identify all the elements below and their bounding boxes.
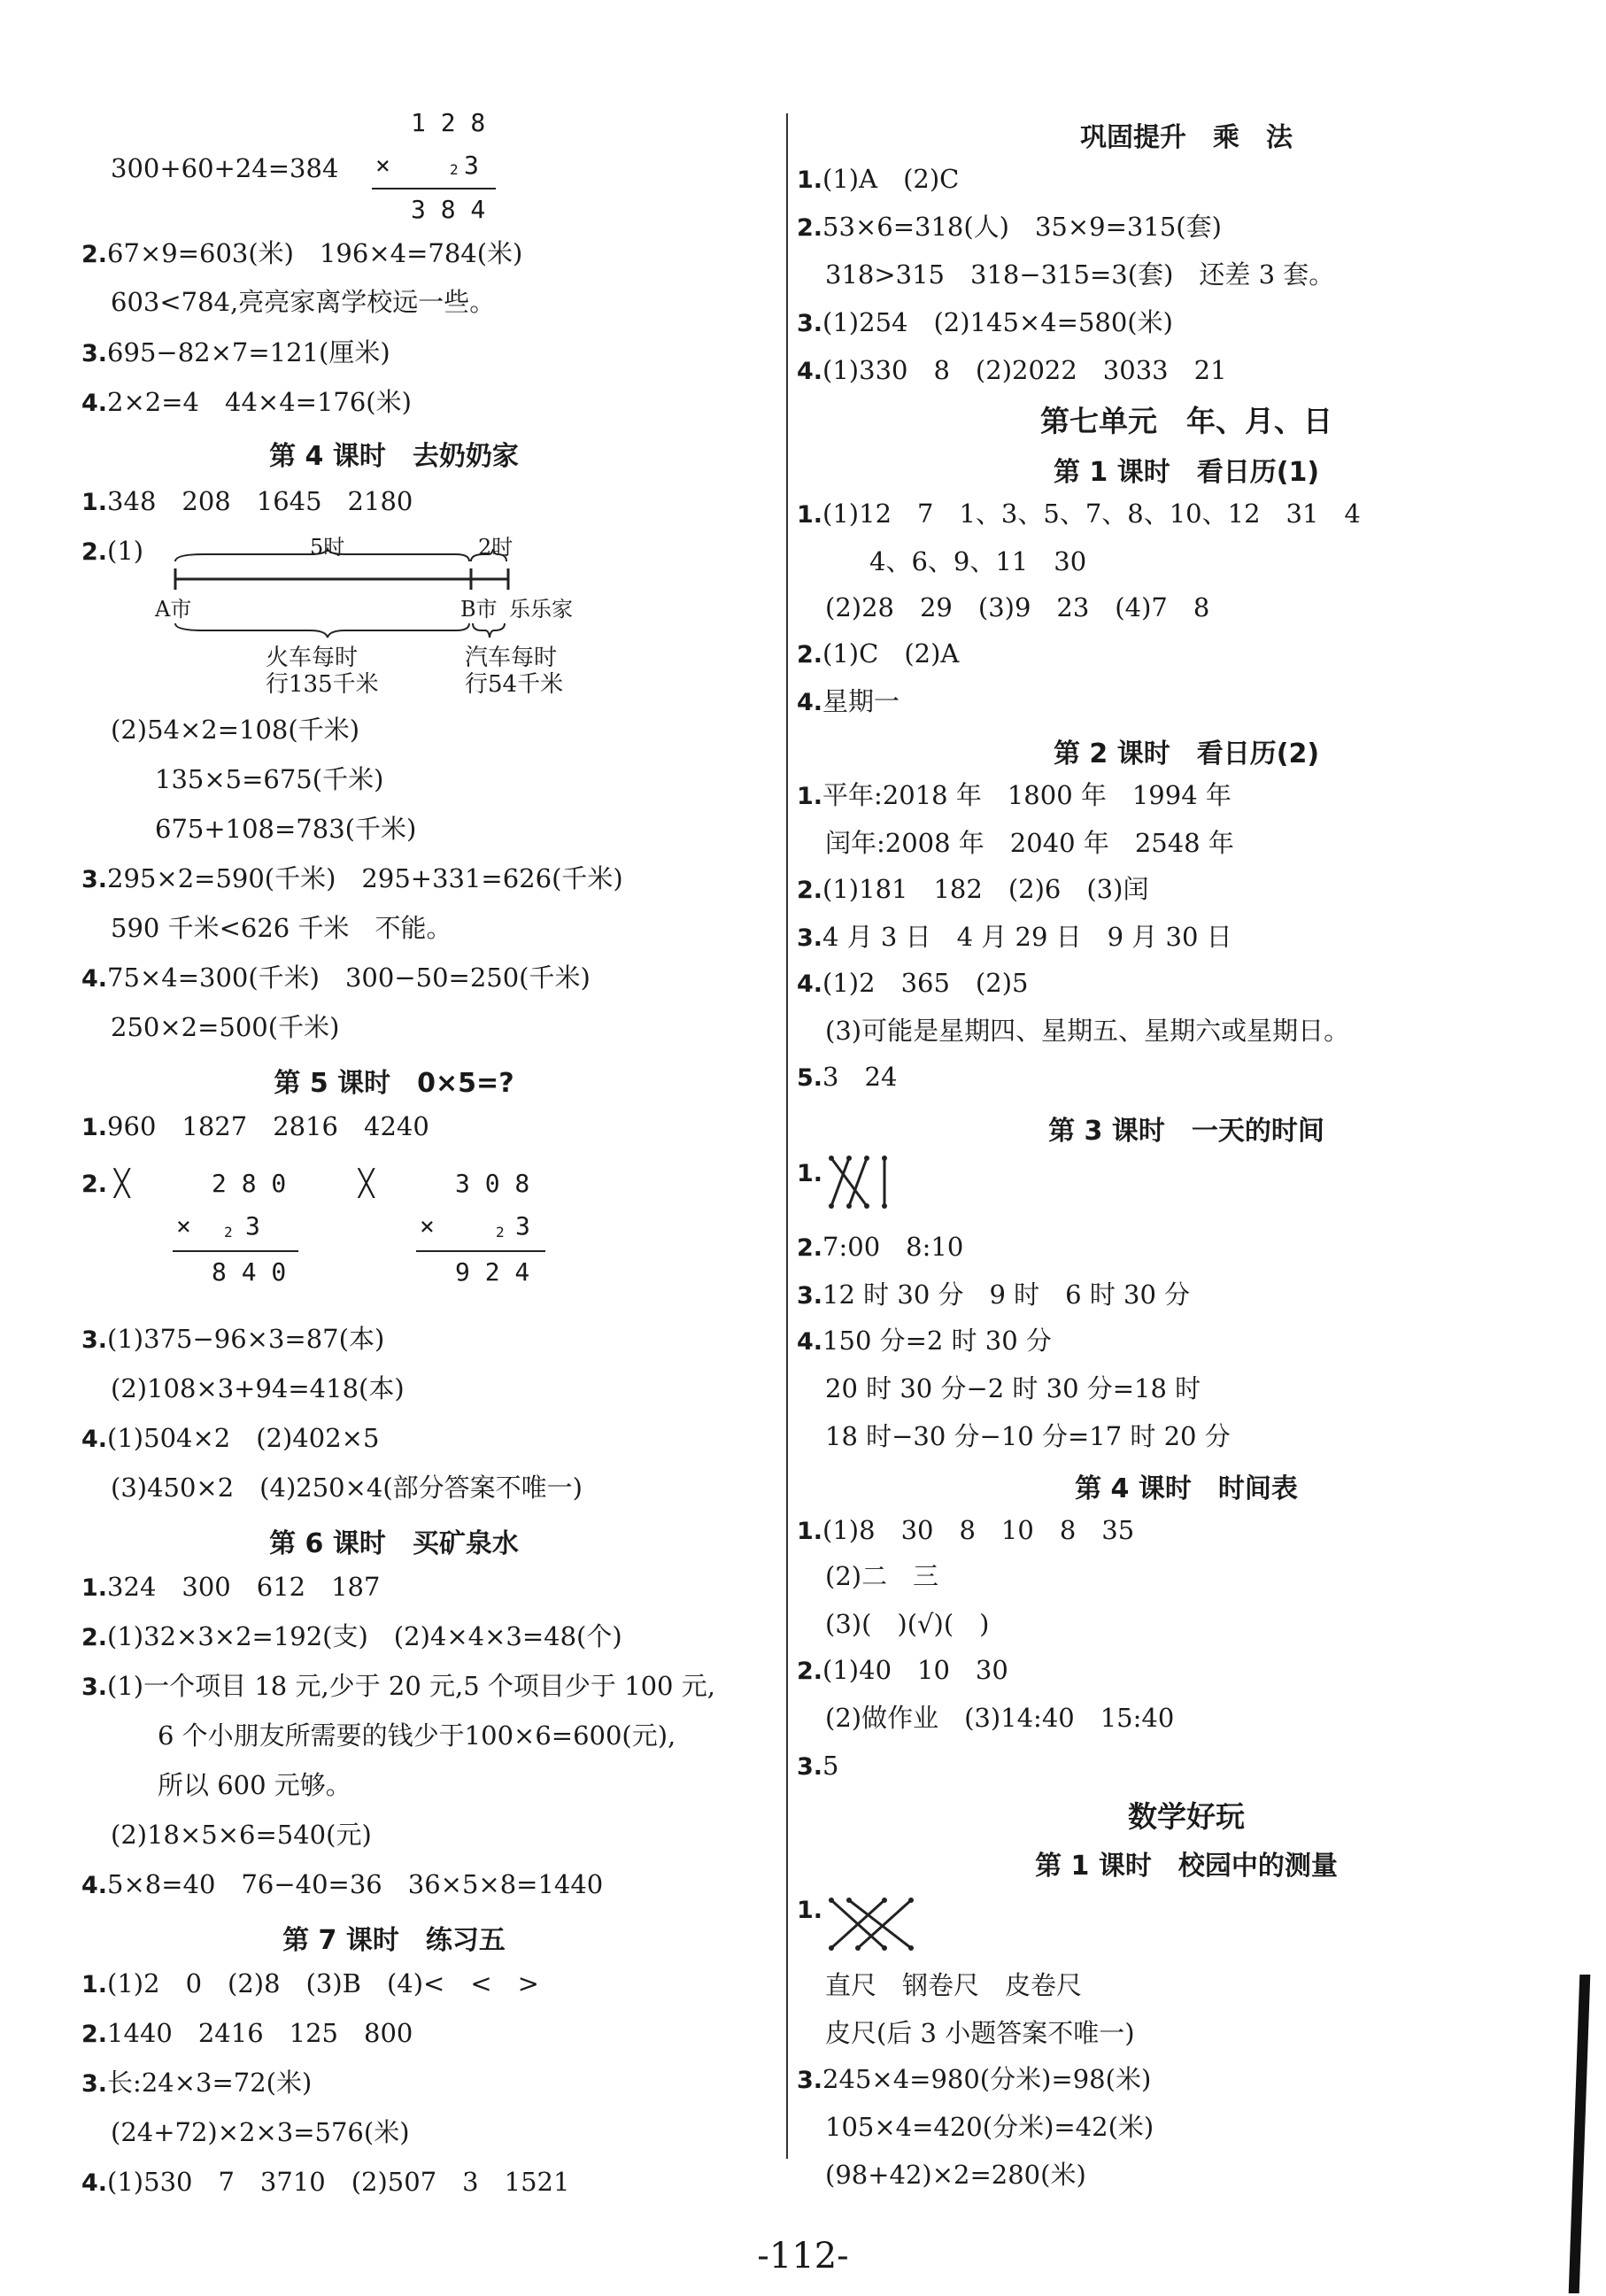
unit-title: 数学好玩	[1128, 1799, 1245, 1834]
q-num: 1.	[81, 1574, 108, 1602]
lesson-title: 第 1 课时 校园中的测量	[1035, 1851, 1338, 1882]
q-num: 2.	[797, 877, 823, 904]
diagram-label-2h: 2时	[478, 535, 513, 560]
vcalc-carry: 2	[496, 1224, 505, 1241]
answer-line	[81, 535, 143, 568]
lesson-title: 第 2 课时 看日历(2)	[1053, 738, 1320, 769]
q-num: 1.	[81, 489, 108, 516]
answer-line	[81, 2166, 569, 2199]
answer-line	[81, 386, 412, 420]
lesson-title: 第 4 课时 去奶奶家	[269, 441, 519, 472]
answer-line	[797, 211, 1222, 244]
answer-line	[797, 1514, 1134, 1548]
vcalc-result: 3 8 4	[411, 195, 486, 224]
lesson-title: 第 5 课时 0×5=?	[274, 1068, 514, 1099]
answer-line: 318>315 318−315=3(套) 还差 3 套。	[825, 259, 1335, 290]
answer-line	[81, 1323, 384, 1357]
cross-mark-2: ╳	[359, 1168, 374, 1198]
vcalc-bar	[416, 1250, 545, 1252]
answer-line	[797, 1750, 839, 1783]
answer-line	[797, 306, 1173, 340]
answer-line	[81, 1967, 539, 2001]
q-num: 2.	[81, 1171, 108, 1198]
q-num: 3.	[797, 2067, 823, 2094]
answer-line	[797, 1325, 1052, 1358]
q-num: 5.	[797, 1064, 823, 1092]
q-text: 53×6=318(人) 35×9=315(套)	[822, 212, 1222, 242]
matching-lines-2	[828, 1893, 925, 1955]
answer-line: 皮尺(后 3 小题答案不唯一)	[825, 2018, 1135, 2048]
answer-line: 675+108=783(千米)	[155, 814, 417, 844]
q-text: (1)一个项目 18 元,少于 20 元,5 个项目少于 100 元,	[107, 1671, 715, 1701]
calc-equation: 300+60+24=384	[111, 153, 339, 183]
lesson-title: 第 7 课时 练习五	[282, 1925, 506, 1956]
vcalc-mult: 3	[515, 1211, 530, 1241]
answer-line	[81, 962, 591, 995]
q-num: 4.	[81, 965, 108, 993]
q-num: 4.	[797, 970, 823, 998]
q-num: 3.	[81, 866, 108, 893]
section-title: 巩固提升 乘 法	[1080, 122, 1293, 153]
vcalc-result: 9 2 4	[455, 1257, 530, 1287]
q-num: 3.	[797, 310, 823, 337]
q-num: 4.	[81, 2169, 108, 2197]
page-number: -112-	[757, 2236, 849, 2277]
answer-line	[797, 1061, 897, 1094]
vcalc-mult: 3	[464, 151, 479, 180]
q-text: 2×2=4 44×4=176(米)	[107, 387, 412, 417]
q-text: (1)375−96×3=87(本)	[107, 1324, 385, 1354]
q-num: 4.	[797, 689, 823, 716]
answer-line: 20 时 30 分−2 时 30 分=18 时	[825, 1373, 1201, 1403]
q-num: 3.	[81, 340, 108, 367]
q-text: 平年:2018 年 1800 年 1994 年	[822, 780, 1232, 810]
diagram-label-b: B市	[460, 597, 498, 622]
q-num: 1.	[81, 1971, 108, 1998]
q-num: 1.	[797, 501, 823, 529]
q-text: (1)	[107, 536, 144, 566]
unit-title: 第七单元 年、月、日	[1040, 404, 1332, 438]
q-text: (1)A (2)C	[822, 164, 960, 194]
q-text: 5×8=40 76−40=36 36×5×8=1440	[107, 1869, 604, 1899]
diagram-label-c: 乐乐家	[509, 597, 573, 622]
answer-line	[81, 1868, 603, 1902]
diagram-train-2: 行135千米	[266, 671, 379, 698]
answer-line	[797, 2063, 1151, 2097]
answer-line: (2)二 三	[825, 1561, 939, 1591]
answer-line	[797, 354, 1227, 388]
q-num: 2.	[81, 2021, 108, 2048]
answer-line: (98+42)×2=280(米)	[825, 2160, 1086, 2190]
diagram-train-1: 火车每时	[266, 645, 359, 671]
q-num: 4.	[797, 1328, 823, 1356]
q-num: 1.	[797, 166, 823, 194]
q-num: 2.	[797, 214, 823, 242]
q-num: 2.	[81, 241, 108, 268]
answer-line: 603<784,亮亮家离学校远一些。	[111, 287, 496, 317]
lesson-title: 第 3 课时 一天的时间	[1048, 1116, 1324, 1147]
answer-line: 18 时−30 分−10 分=17 时 20 分	[825, 1421, 1231, 1451]
answer-line	[797, 921, 1232, 955]
vcalc-op: ×	[420, 1211, 435, 1241]
answer-line: (24+72)×2×3=576(米)	[111, 2117, 410, 2147]
lesson-title: 第 4 课时 时间表	[1075, 1473, 1298, 1504]
answer-line	[81, 336, 390, 370]
q-text: (1)2 0 (2)8 (3)B (4)< < >	[107, 1968, 539, 1998]
q-text: (1)254 (2)145×4=580(米)	[822, 307, 1173, 337]
answer-line	[797, 1231, 963, 1264]
q-text: 295×2=590(千米) 295+331=626(千米)	[107, 863, 623, 893]
answer-line: (3)450×2 (4)250×4(部分答案不唯一)	[111, 1473, 583, 1503]
q-num: 2.	[81, 1624, 108, 1651]
q-text: (1)181 182 (2)6 (3)闰	[822, 874, 1149, 904]
q-num: 2.	[797, 1658, 823, 1685]
cross-mark: ╳	[114, 1168, 130, 1198]
lesson-title: 第 1 课时 看日历(1)	[1053, 457, 1320, 488]
q-text: (1)2 365 (2)5	[822, 968, 1029, 998]
q-text: 4 月 3 日 4 月 29 日 9 月 30 日	[822, 922, 1232, 952]
answer-line	[797, 1654, 1008, 1688]
q-num: 2.	[81, 538, 108, 566]
answer-line	[81, 1670, 715, 1704]
q-text: 348 208 1645 2180	[107, 486, 413, 516]
answer-line: 135×5=675(千米)	[155, 764, 384, 794]
q-text: 75×4=300(千米) 300−50=250(千米)	[107, 962, 591, 993]
q-num: 3.	[797, 1753, 823, 1781]
answer-line	[797, 685, 900, 719]
answer-line	[81, 2017, 413, 2051]
q-text: 长:24×3=72(米)	[107, 2068, 313, 2098]
answer-line	[81, 862, 623, 896]
answer-line: 4、6、9、11 30	[869, 546, 1087, 576]
q-text: 12 时 30 分 9 时 6 时 30 分	[822, 1279, 1191, 1310]
q-text: 324 300 612 187	[107, 1572, 381, 1602]
q-text: (1)530 7 3710 (2)507 3 1521	[107, 2167, 570, 2197]
answer-line: 250×2=500(千米)	[111, 1012, 340, 1042]
answer-line	[797, 967, 1028, 1001]
diagram-car-2: 行54千米	[465, 671, 564, 698]
lesson-title: 第 6 课时 买矿泉水	[269, 1528, 519, 1559]
vcalc-result: 8 4 0	[212, 1257, 287, 1287]
q-num: 2.	[797, 641, 823, 669]
q-num: 1.	[797, 1160, 823, 1187]
q-text: 1440 2416 125 800	[107, 2018, 413, 2048]
q-text: 5	[822, 1751, 839, 1781]
vcalc-op: ×	[375, 151, 390, 180]
answer-line	[797, 873, 1148, 907]
q-num: 3.	[797, 1282, 823, 1310]
answer-line: 直尺 钢卷尺 皮卷尺	[825, 1970, 1083, 2000]
answer-line: (3)( )(√)( )	[825, 1609, 990, 1639]
q-text: (1)330 8 (2)2022 3033 21	[822, 355, 1227, 385]
q-num: 4.	[81, 1426, 108, 1453]
q-num: 4.	[81, 390, 108, 417]
q-num: 3.	[81, 1674, 108, 1701]
vcalc-bar	[372, 188, 496, 189]
vcalc-carry: 2	[224, 1224, 233, 1241]
answer-line	[797, 1156, 822, 1190]
vcalc-carry: 2	[450, 161, 459, 178]
answer-line	[797, 638, 959, 671]
q-text: 960 1827 2816 4240	[107, 1111, 429, 1141]
answer-line: (2)28 29 (3)9 23 (4)7 8	[825, 592, 1210, 622]
answer-line	[81, 2067, 312, 2100]
answer-line	[81, 237, 522, 271]
q-num: 2.	[797, 1234, 823, 1262]
answer-line: 所以 600 元够。	[158, 1770, 351, 1800]
q-num: 3.	[81, 1326, 108, 1354]
answer-line	[81, 1571, 380, 1604]
diagram-label-a: A市	[155, 597, 192, 622]
answer-line	[797, 163, 959, 197]
q-text: (1)C (2)A	[822, 638, 960, 669]
answer-line: (2)18×5×6=540(元)	[111, 1820, 372, 1850]
q-text: (1)504×2 (2)402×5	[107, 1423, 380, 1453]
diagram-car-1: 汽车每时	[465, 645, 558, 671]
q-num: 1.	[797, 1518, 823, 1545]
answer-line: (2)54×2=108(千米)	[111, 715, 360, 745]
answer-line	[81, 485, 413, 519]
q-text: (1)8 30 8 10 8 35	[822, 1515, 1135, 1545]
vcalc-bar	[173, 1250, 298, 1252]
answer-line	[81, 1167, 130, 1201]
q-num: 4.	[81, 1872, 108, 1899]
answer-line	[81, 1620, 622, 1654]
answer-line	[81, 1110, 429, 1144]
answer-line: (2)做作业 (3)14:40 15:40	[825, 1703, 1175, 1733]
vcalc-mult: 3	[245, 1211, 260, 1241]
matching-lines-1	[828, 1151, 899, 1213]
vcalc-top: 2 8 0	[212, 1169, 287, 1198]
q-text: 695−82×7=121(厘米)	[107, 337, 390, 367]
q-num: 1.	[797, 1897, 823, 1924]
answer-line	[81, 1422, 379, 1456]
answer-line: 590 千米<626 千米 不能。	[111, 913, 452, 943]
answer-line: 闰年:2008 年 2040 年 2548 年	[825, 828, 1234, 858]
answer-line: (3)可能是星期四、星期五、星期六或星期日。	[825, 1016, 1350, 1046]
q-text: 7:00 8:10	[822, 1232, 964, 1262]
answer-line	[797, 779, 1232, 813]
q-text: (1)40 10 30	[822, 1655, 1008, 1685]
q-num: 3.	[797, 924, 823, 952]
q-num: 3.	[81, 2070, 108, 2098]
vcalc-top: 3 0 8	[455, 1169, 530, 1198]
q-num: 1.	[81, 1114, 108, 1141]
q-num: 1.	[797, 783, 823, 810]
q-text: 3 24	[822, 1062, 898, 1092]
answer-line: (2)108×3+94=418(本)	[111, 1373, 405, 1403]
diagram-label-5h: 5时	[310, 535, 345, 560]
q-num: 4.	[797, 358, 823, 385]
q-text: 150 分=2 时 30 分	[822, 1326, 1052, 1356]
q-text: 245×4=980(分米)=98(米)	[822, 2064, 1152, 2094]
vcalc-op: ×	[176, 1211, 191, 1241]
q-text: 星期一	[822, 686, 900, 716]
q-text: 67×9=603(米) 196×4=784(米)	[107, 238, 523, 268]
answer-line	[797, 1893, 822, 1927]
q-text: (1)12 7 1、3、5、7、8、10、12 31 4	[822, 499, 1361, 529]
vcalc-top: 1 2 8	[411, 108, 486, 137]
answer-line	[797, 498, 1361, 531]
q-text: (1)32×3×2=192(支) (2)4×4×3=48(个)	[107, 1621, 622, 1651]
answer-line	[797, 1279, 1190, 1312]
answer-line: 105×4=420(分米)=42(米)	[825, 2112, 1154, 2142]
answer-line: 6 个小朋友所需要的钱少于100×6=600(元),	[158, 1720, 676, 1751]
